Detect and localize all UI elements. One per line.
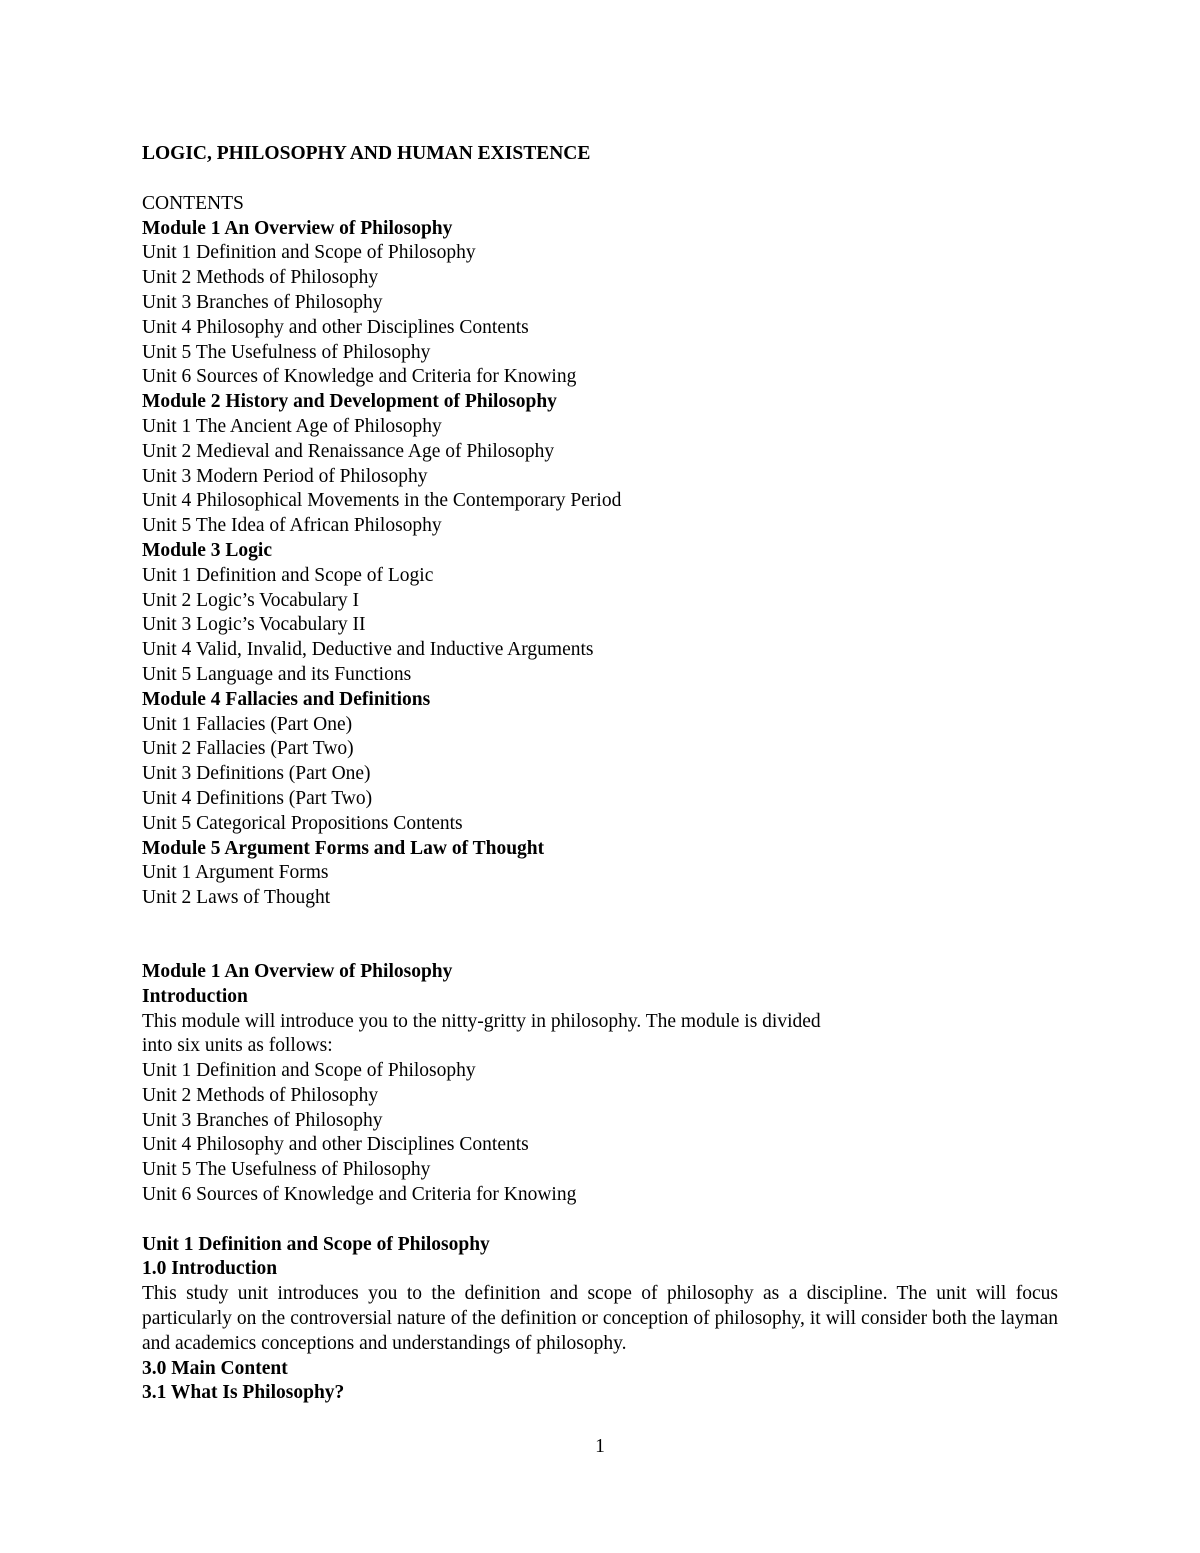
contents-unit: Unit 3 Branches of Philosophy — [142, 291, 383, 313]
contents-heading: CONTENTS — [142, 192, 244, 214]
document-title: LOGIC, PHILOSOPHY AND HUMAN EXISTENCE — [142, 143, 591, 164]
contents-unit: Unit 1 Definition and Scope of Logic — [142, 564, 434, 586]
module-unit-item: Unit 6 Sources of Knowledge and Criteria for Knowing — [142, 1184, 577, 1206]
module-unit-item: Unit 4 Philosophy and other Disciplines Contents — [142, 1134, 529, 1156]
section-spacer — [142, 1208, 1058, 1233]
contents-unit: Unit 5 Language and its Functions — [142, 663, 412, 685]
contents-unit: Unit 2 Logic’s Vocabulary I — [142, 589, 359, 611]
main-content-heading: 3.0 Main Content — [142, 1357, 288, 1379]
module-heading: Module 1 An Overview of Philosophy — [142, 960, 453, 982]
contents-unit: Unit 1 Fallacies (Part One) — [142, 713, 353, 735]
contents-unit: Unit 6 Sources of Knowledge and Criteria for Knowing — [142, 366, 577, 388]
unit-intro-heading: 1.0 Introduction — [142, 1258, 278, 1280]
page-content — [142, 142, 1058, 1406]
contents-unit: Unit 3 Definitions (Part One) — [142, 763, 371, 785]
contents-unit: Unit 1 Argument Forms — [142, 862, 329, 884]
contents-unit: Unit 1 Definition and Scope of Philosophy — [142, 242, 476, 264]
page-number: 1 — [595, 1436, 605, 1457]
contents-module-heading: Module 3 Logic — [142, 539, 272, 561]
contents-unit: Unit 2 Methods of Philosophy — [142, 267, 379, 289]
contents-unit: Unit 4 Valid, Invalid, Deductive and Inductive Arguments — [142, 639, 594, 661]
contents-unit: Unit 1 The Ancient Age of Philosophy — [142, 415, 442, 437]
module-unit-item: Unit 1 Definition and Scope of Philosophy — [142, 1060, 476, 1082]
unit-heading: Unit 1 Definition and Scope of Philosophy — [142, 1233, 490, 1255]
contents-unit: Unit 2 Laws of Thought — [142, 887, 331, 909]
contents-module-heading: Module 5 Argument Forms and Law of Thought — [142, 837, 545, 859]
module-intro-text: This module will introduce you to the nitty-gritty in philosophy. The module is divided into six units as follows: — [142, 1010, 821, 1057]
section-subheading: 3.1 What Is Philosophy? — [142, 1382, 345, 1404]
module-intro-heading: Introduction — [142, 985, 248, 1007]
contents-unit: Unit 3 Logic’s Vocabulary II — [142, 614, 366, 636]
contents-unit: Unit 3 Modern Period of Philosophy — [142, 465, 428, 487]
contents-module-heading: Module 4 Fallacies and Definitions — [142, 688, 431, 710]
contents-unit: Unit 5 The Idea of African Philosophy — [142, 515, 442, 537]
contents-unit: Unit 4 Philosophical Movements in the Contemporary Period — [142, 490, 622, 512]
contents-module-heading: Module 1 An Overview of Philosophy — [142, 217, 453, 239]
module-unit-item: Unit 3 Branches of Philosophy — [142, 1109, 383, 1131]
contents-unit: Unit 5 Categorical Propositions Contents — [142, 812, 463, 834]
contents-unit: Unit 4 Philosophy and other Disciplines Contents — [142, 316, 529, 338]
contents-unit: Unit 2 Medieval and Renaissance Age of Philosophy — [142, 440, 555, 462]
contents-unit: Unit 4 Definitions (Part Two) — [142, 787, 373, 809]
module-unit-item: Unit 2 Methods of Philosophy — [142, 1084, 379, 1106]
contents-unit: Unit 5 The Usefulness of Philosophy — [142, 341, 431, 363]
contents-unit: Unit 2 Fallacies (Part Two) — [142, 738, 354, 760]
unit-intro-text: This study unit introduces you to the definition and scope of philosophy as a discipline. The unit will focus particularly on the controversial nature of the definition or conception of philosophy, it will consider both the layman and academics conceptions and understandings of philosophy. — [142, 1283, 1058, 1354]
contents-module-heading: Module 2 History and Development of Philosophy — [142, 391, 557, 413]
module-unit-item: Unit 5 The Usefulness of Philosophy — [142, 1159, 431, 1181]
section-spacer — [142, 911, 1058, 960]
